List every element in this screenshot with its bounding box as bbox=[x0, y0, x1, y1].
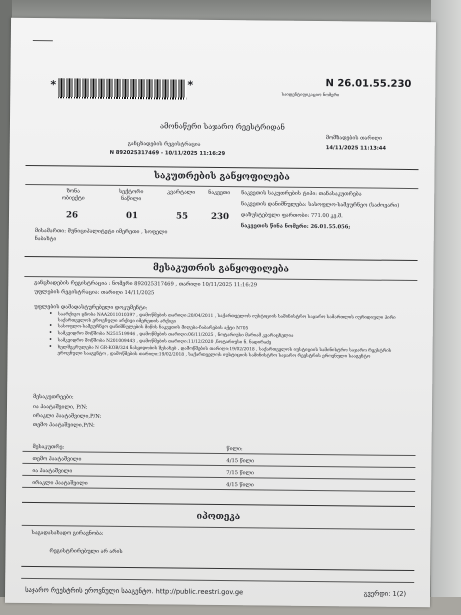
share-label: წილი: bbox=[226, 446, 243, 453]
owners-label: მესაკუთრეები: bbox=[33, 394, 74, 401]
share-owner-label: მესაკუთრე: bbox=[32, 444, 65, 451]
prepared-label: მომზადების თარიღი bbox=[325, 135, 382, 142]
owner-section-title: მესაკუთრის განყოფილება bbox=[152, 263, 289, 275]
parcel-ownership-type: ნაკვეთის საკუთრების ტიპი: თანასაკუთრება bbox=[241, 190, 362, 198]
divider bbox=[22, 525, 415, 530]
property-address: მისამართი: მუნიციპალიტეტი იმერეთი , სოფელი bbox=[34, 228, 168, 236]
application-label: განცხადების რეგისტრაცია bbox=[127, 141, 201, 148]
divider bbox=[22, 463, 415, 468]
barcode-star-left: * bbox=[50, 78, 57, 92]
cad-value-quarter: 55 bbox=[175, 211, 189, 222]
cad-value-parcel: 230 bbox=[210, 211, 230, 223]
divider bbox=[26, 165, 419, 170]
owner-list-item: ირაკლი პაატაშვილი,P/N: bbox=[32, 413, 102, 420]
cad-header-quarter: კვარტალი bbox=[167, 189, 196, 196]
tax-lien-label: საგადასახადო გირავნობა: bbox=[31, 530, 104, 537]
property-address-line2: ნაბახტი bbox=[34, 236, 57, 243]
owner-registration-date: უფლების რეგისტრაცია: თარიღი 14/11/2025 bbox=[34, 289, 155, 297]
property-section-title: საკუთრების განყოფილება bbox=[153, 171, 290, 183]
divider bbox=[23, 451, 416, 456]
share-value: 4/15 წილი bbox=[226, 482, 254, 489]
footer-agency-url: საჯარო რეესტრის ეროვნული სააგენტო. http://public.reestri.gov.ge bbox=[25, 585, 244, 597]
application-number: N 892025317469 - 10/11/2025 11:16:29 bbox=[109, 149, 226, 158]
doc-number: N 26.01.55.230 bbox=[325, 78, 412, 90]
basis-document-item: • სამკვიდრო მოწმობა N251519946 , დამოწმების თარიღი:06/11/2025 , ნოტარიუსი მარიამ კვარაცხელია bbox=[58, 331, 398, 340]
parcel-area: დაზუსტებული ფართობი: 771.00 კვ.მ. bbox=[240, 212, 343, 220]
owner-list-item: თემო პაატაშვილი,P/N: bbox=[32, 422, 95, 429]
agency-title: ამონაწერი საჯარო რეესტრიდან bbox=[159, 121, 285, 132]
basis-document-item: • საარქივო ცნობა NAA2011010397 , დამოწმების თარიღი:20/04/2011 , საქართველოს იუსტიციის სამინისტრო საჯარო სამართლის იურიდიული პირი საქართველოს ეროვნული არქივი იმერეთის არქივი bbox=[58, 312, 398, 327]
document-page bbox=[5, 18, 436, 607]
basis-document-item: • სასოფლო-სამეურნეო დანიშნულების მიწის ნაკვეთის მიღება-ჩაბარების აქტი N705 bbox=[58, 324, 398, 333]
footer-page-number: გვერდი: 1(2) bbox=[363, 589, 407, 598]
divider bbox=[25, 256, 418, 261]
mortgage-section-title: იპოთეკა bbox=[196, 511, 241, 523]
divider bbox=[21, 578, 414, 583]
share-value: 7/15 წილი bbox=[226, 470, 255, 477]
divider bbox=[22, 475, 415, 480]
share-owner-name: ირაკლი პაატაშვილი bbox=[32, 480, 88, 487]
share-value: 4/15 წილი bbox=[226, 458, 255, 465]
basis-document-item: • სამკვიდრო მოწმობა N201009443 , დამოწმების თარიღი:11/12/2020 ,ნოტარიუსი ნ. ნადირაძე bbox=[58, 338, 398, 347]
share-owner-name: ია პაატაშვილი bbox=[32, 468, 73, 475]
divider bbox=[22, 502, 415, 507]
corner-mark bbox=[33, 40, 53, 41]
divider bbox=[22, 487, 415, 492]
prepared-date: 14/11/2025 11:13:44 bbox=[325, 145, 387, 152]
cad-header-zone: ზონა ობიექტი bbox=[61, 188, 85, 202]
owner-application-line: განცხადების რეგისტრაცია : ნომერი 892025317469 , თარიღი 10/11/2025 11:16:29 bbox=[34, 280, 258, 289]
background-right bbox=[431, 0, 461, 615]
basis-document-item: • ხელშეკრულება N GR-KOB/324 ნასყიდობის შესახებ , დამოწმების თარიღი:19/02/2018 , საქართველოს იუსტიციის სამინისტრო საჯარო რეესტრის ეროვნული სააგენტო , დამოწმების თარიღი:19/02/2018 , საქართველოს იუსტიციის სამინისტრო საჯარო რეესტრის ეროვნული სააგენტო bbox=[58, 345, 398, 360]
parcel-purpose: ნაკვეთის დანიშნულება: სასოფლო-სამეურნეო (საძოვარი) bbox=[241, 201, 400, 209]
tax-lien-status: რეგისტრირებული არ არის bbox=[49, 548, 123, 555]
basis-documents-label: უფლების დამადასტურებელი დოკუმენტი: bbox=[34, 304, 148, 312]
doc-number-label: საიდენტიფიკაციო ნომერი bbox=[281, 91, 340, 98]
owner-list-item: ია პაატაშვილი, P/N: bbox=[32, 404, 88, 411]
cad-value-sector: 01 bbox=[125, 211, 139, 222]
barcode-image bbox=[58, 78, 186, 99]
cad-value-zone: 26 bbox=[65, 210, 79, 221]
cad-header-sector: სექტორი ნაწილი bbox=[119, 188, 144, 202]
cad-header-parcel: ნაკვეთი bbox=[208, 189, 231, 197]
barcode-star-right: * bbox=[187, 78, 194, 92]
share-owner-name: თემო პაატაშვილი bbox=[32, 456, 82, 463]
parcel-previous-number: ნაკვეთის წინა ნომერი: 26.01.55.056; bbox=[240, 223, 351, 231]
divider bbox=[21, 566, 414, 571]
